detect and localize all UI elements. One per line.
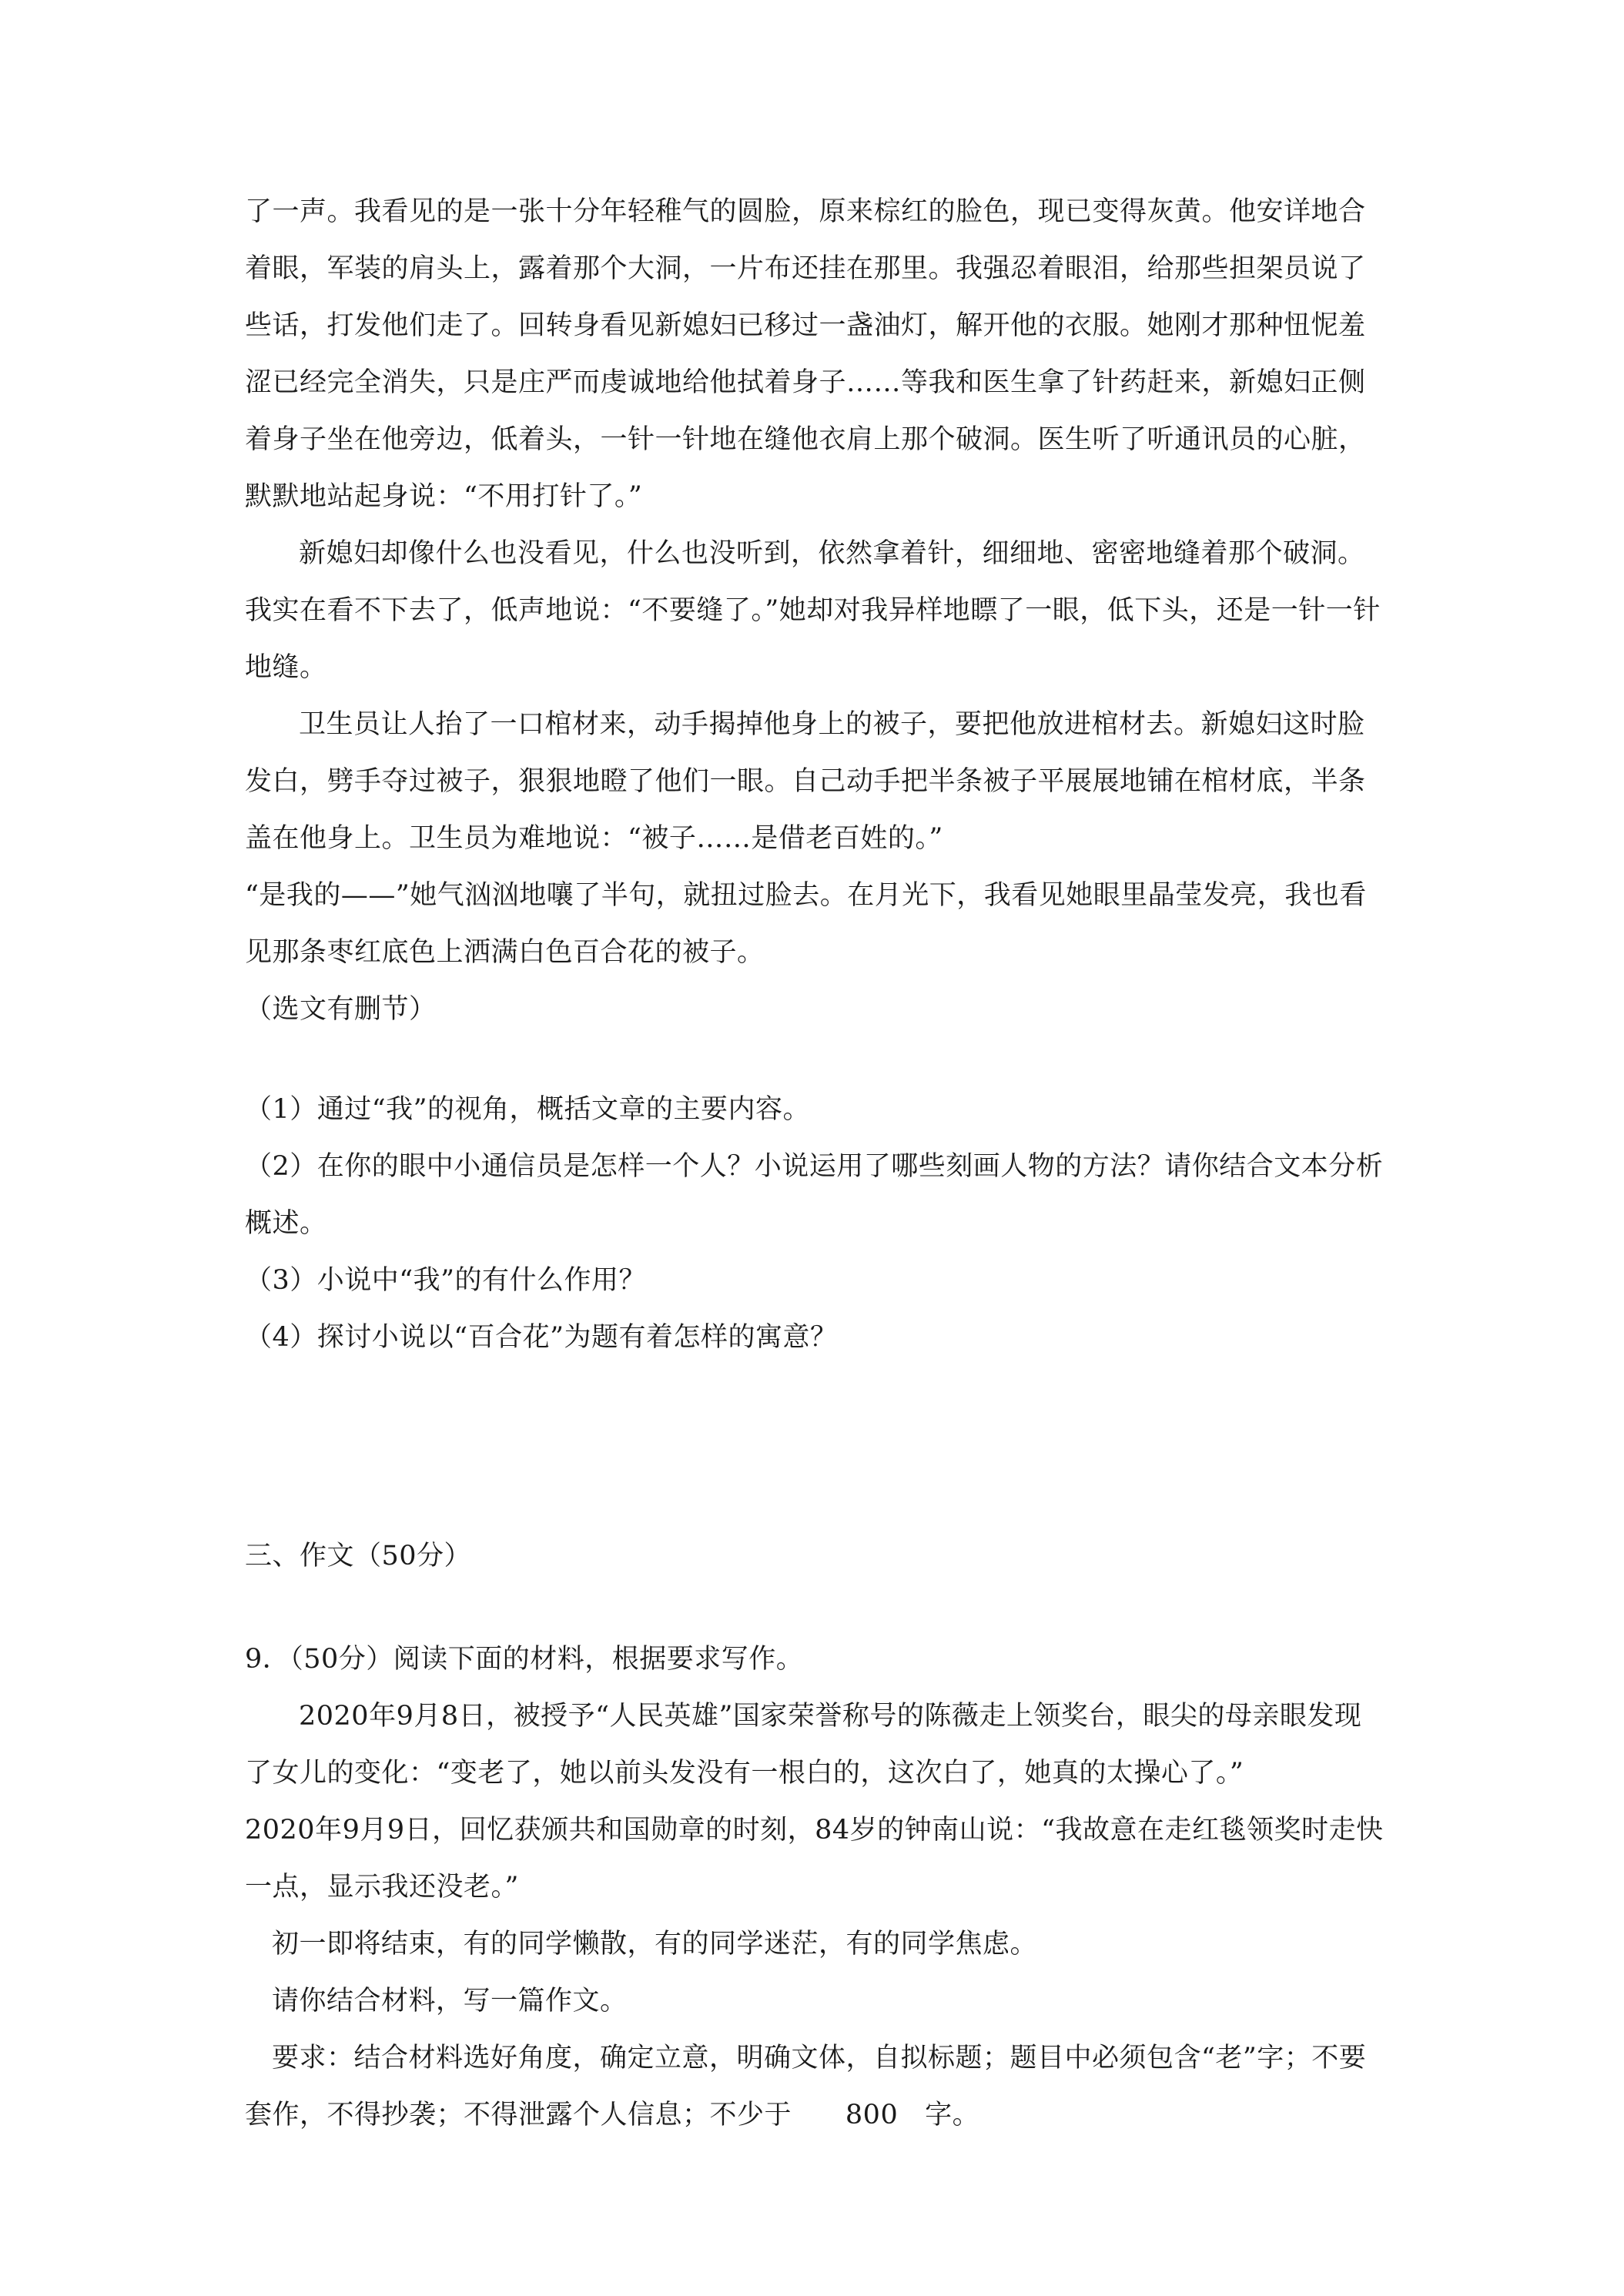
question-4: （4）探讨小说以“百合花”为题有着怎样的寓意？ [245, 1322, 838, 1353]
spacer [245, 1038, 1385, 1081]
requirement-text: 要求：结合材料选好角度，确定立意，明确文体，自拟标题；题目中必须包含“老”字；不要套作，不得抄袭；不得泄露个人信息；不少于 [245, 2043, 1367, 2130]
story-paragraph-2: 新媳妇却像什么也没看见，什么也没听到，依然拿着针，细细地、密密地缝着那个破洞。我实在看不下去了，低声地说：“不要缝了。”她却对我异样地瞟了一眼，低下头，还是一针一针地缝。 [245, 538, 1381, 683]
requirement-suffix: 字。 [925, 2100, 980, 2130]
essay-material-3: 初一即将结束，有的同学懒散，有的同学迷茫，有的同学焦虑。 [272, 1929, 1038, 1960]
question-1: （1）通过“我”的视角，概括文章的主要内容。 [245, 1094, 811, 1125]
story-paragraph-1: 了一声。我看见的是一张十分年轻稚气的圆脸，原来棕红的脸色，现已变得灰黄。他安详地合着眼，军装的肩头上，露着那个大洞，一片布还挂在那里。我强忍着眼泪，给那些担架员说了些话，打发他们走了。回转身看见新媳妇已移过一盏油灯，解开他的衣服。她刚才那种忸怩羞涩已经完全消失，只是庄严而虔诚地给他拭着身子……等我和医生拿了针药赶来，新媳妇正侧着身子坐在他旁边，低着头，一针一针地在缝他衣肩上那个破洞。医生听了听通讯员的心脏，默默地站起身说：“不用打针了。” [245, 196, 1366, 512]
spacer [245, 1366, 1385, 1528]
essay-instruction: 请你结合材料，写一篇作文。 [272, 1986, 628, 2017]
document-content [245, 183, 1385, 2144]
essay-requirement [245, 2030, 1385, 2144]
essay-item: 9．（50分）阅读下面的材料，根据要求写作。 [245, 1644, 804, 1675]
essay-material-1: 2020年9月8日，被授予“人民英雄”国家荣誉称号的陈薇走上领奖台，眼尖的母亲眼发现了女儿的变化：“变老了，她以前头发没有一根白的，这次白了，她真的太操心了。” [245, 1701, 1362, 1789]
section-title-essay: 三、作文（50分） [245, 1541, 472, 1571]
question-list [245, 1081, 1385, 1366]
spacer [245, 1585, 1385, 1631]
story-paragraph-4: “是我的——”她气汹汹地嚷了半句，就扭过脸去。在月光下，我看见她眼里晶莹发亮，我也看见那条枣红底色上洒满白色百合花的被子。 [245, 880, 1367, 968]
word-count: 800 [845, 2100, 899, 2130]
excerpt-note: （选文有删节） [245, 994, 437, 1025]
story-paragraph-3: 卫生员让人抬了一口棺材来，动手揭掉他身上的被子，要把他放进棺材去。新媳妇这时脸发白，劈手夺过被子，狠狠地瞪了他们一眼。自己动手把半条被子平展展地铺在棺材底，半条盖在他身上。卫生员为难地说：“被子……是借老百姓的。” [245, 709, 1366, 854]
question-3: （3）小说中“我”的有什么作用？ [245, 1265, 647, 1296]
question-2: （2）在你的眼中小通信员是怎样一个人？小说运用了哪些刻画人物的方法？请你结合文本分析概述。 [245, 1151, 1384, 1239]
essay-material-2: 2020年9月9日，回忆获颁共和国勋章的时刻，84岁的钟南山说：“我故意在走红毯领奖时走快一点，显示我还没老。” [245, 1815, 1384, 1903]
